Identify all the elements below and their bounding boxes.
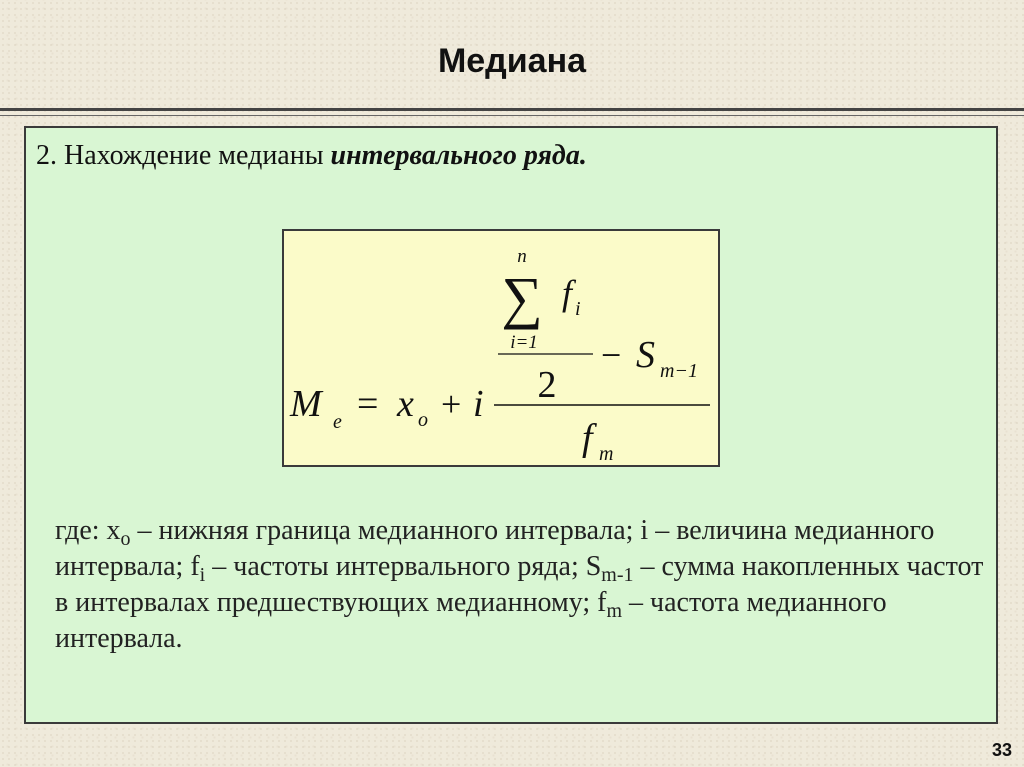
page-number: 33 (991, 740, 1012, 760)
median-formula (284, 231, 722, 469)
title-divider (0, 108, 1024, 111)
heading-text: 2. Нахождение медианы (36, 140, 331, 171)
desc-subscript: o (120, 528, 131, 550)
formula-description (55, 513, 985, 657)
m-symbol: M (290, 383, 322, 425)
m-subscript: e (333, 411, 342, 433)
title-divider-thin (0, 115, 1024, 116)
s-subscript: m−1 (660, 360, 698, 382)
desc-subscript: i (199, 564, 206, 586)
desc-text: – сумма накопленных частот в интервалах предшествующих медианному; f (55, 551, 984, 618)
desc-text: – частота медианного интервала. (55, 587, 887, 654)
minus-sign: − (601, 335, 622, 375)
sum-symbol: ∑ (501, 265, 543, 330)
divisor-two: 2 (537, 364, 557, 406)
f-subscript: i (575, 298, 581, 320)
formula-box (282, 229, 720, 467)
desc-text: – нижняя граница медианного интервала; i – величина медианного интервала; f (55, 515, 935, 582)
desc-text: где: x (55, 515, 121, 546)
sum-lower-limit: i=1 (510, 332, 538, 353)
desc-subscript: m-1 (601, 564, 634, 586)
x-subscript: o (418, 409, 428, 431)
heading-emphasis: интервального ряда. (330, 140, 587, 171)
sum-upper-limit: n (517, 246, 527, 267)
section-heading (36, 140, 587, 172)
i-symbol: i (473, 383, 484, 425)
plus-sign: + (441, 384, 462, 424)
equals-sign: = (357, 383, 379, 425)
f-symbol: f (562, 273, 573, 313)
fm-symbol: f (582, 417, 593, 459)
fm-subscript: m (599, 443, 614, 465)
x-symbol: x (397, 383, 414, 425)
slide-title: Медиана (437, 42, 587, 80)
desc-text: – частоты интервального ряда; S (205, 551, 602, 582)
desc-subscript: m (606, 600, 623, 622)
s-symbol: S (636, 334, 655, 376)
content-panel (24, 126, 998, 724)
